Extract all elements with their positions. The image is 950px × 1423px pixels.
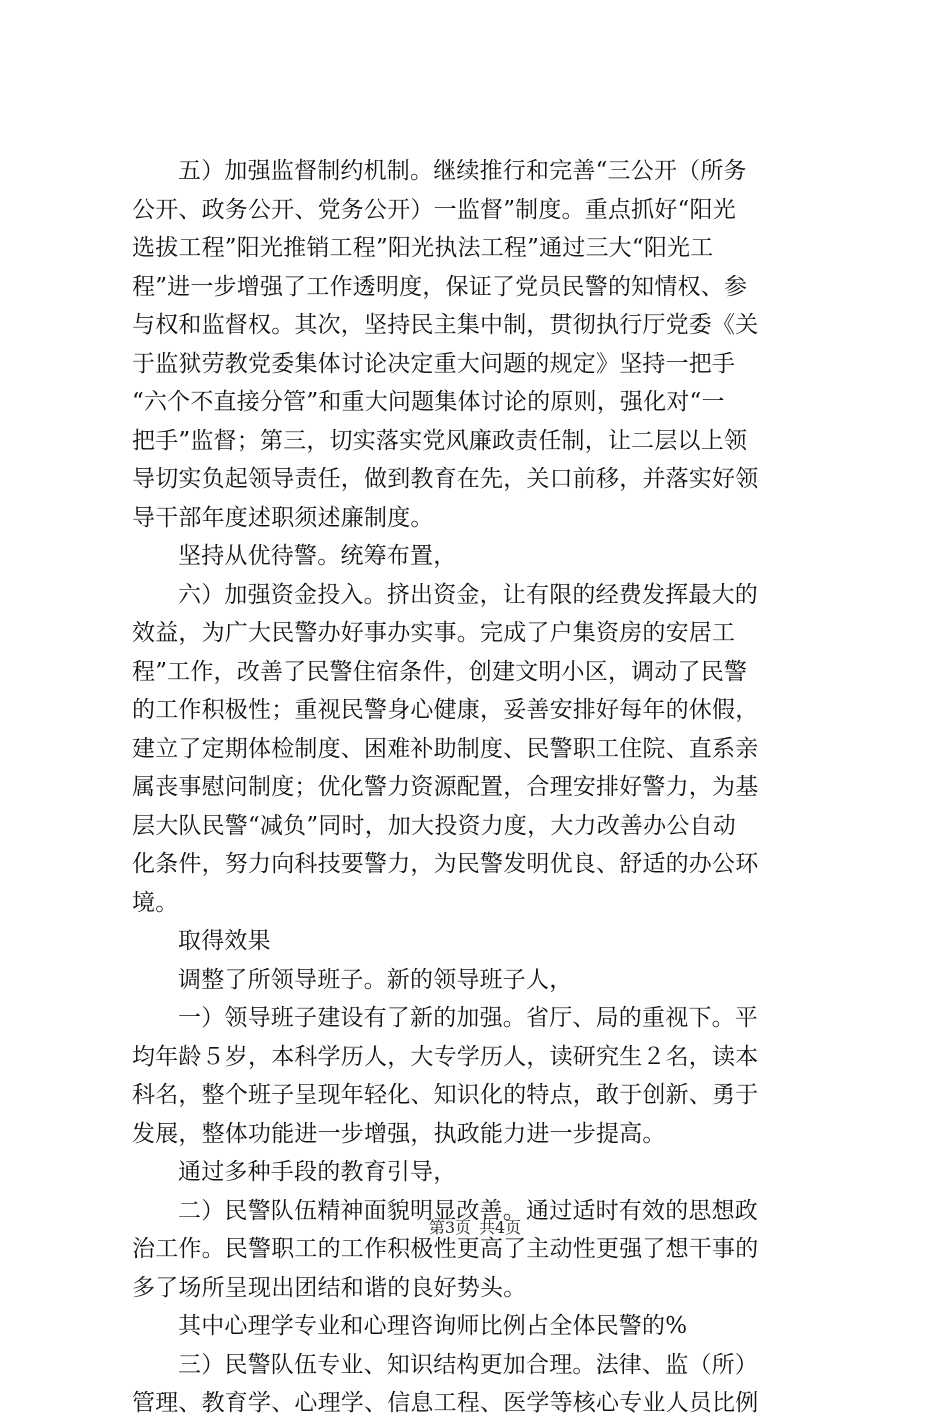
text-line: 把手”监督；第三，切实落实党风廉政责任制，让二层以上领 xyxy=(132,427,748,454)
text-line: 多了场所呈现出团结和谐的良好势头。 xyxy=(132,1274,527,1301)
text-line: 治工作。民警职工的工作积极性更高了主动性更强了想干事的 xyxy=(132,1236,759,1262)
text-line: 均年龄５岁，本科学历人，大专学历人，读研究生２名，读本 xyxy=(132,1043,759,1070)
text-line: “六个不直接分管”和重大问题集体讨论的原则，强化对“一 xyxy=(132,389,725,415)
text-line: 取得效果 xyxy=(178,928,271,954)
text-line: 科名，整个班子呈现年轻化、知识化的特点，敢于创新、勇于 xyxy=(132,1082,759,1108)
text-line: 层大队民警“减负”同时，加大投资力度，大力改善办公自动 xyxy=(132,812,736,839)
page-footer xyxy=(0,1218,950,1238)
text-line: 通过多种手段的教育引导， xyxy=(178,1159,457,1185)
text-line: 效益，为广大民警办好事办实事。完成了户集资房的安居工 xyxy=(132,620,736,646)
text-line: 三）民警队伍专业、知识结构更加合理。法律、监（所） xyxy=(178,1351,758,1378)
text-line: 的工作积极性；重视民警身心健康，妥善安排好每年的休假， xyxy=(132,697,759,723)
text-line: 建立了定期体检制度、困难补助制度、民警职工住院、直系亲 xyxy=(132,735,759,762)
text-line: 管理、教育学、心理学、信息工程、医学等核心专业人员比例 xyxy=(132,1390,759,1416)
text-line: 导切实负起领导责任，做到教育在先，关口前移，并落实好领 xyxy=(132,466,759,492)
text-line: 五）加强监督制约机制。继续推行和完善“三公开（所务 xyxy=(178,158,747,184)
text-line: 境。 xyxy=(132,889,179,916)
text-line: 程”进一步增强了工作透明度，保证了党员民警的知情权、参 xyxy=(132,273,748,300)
text-line: 发展，整体功能进一步增强，执政能力进一步提高。 xyxy=(132,1120,666,1147)
text-line: 导干部年度述职须述廉制度。 xyxy=(132,504,434,531)
page-total: 共4页 xyxy=(479,1218,522,1237)
text-line: 与权和监督权。其次，坚持民主集中制，贯彻执行厅党委《关 xyxy=(132,312,759,338)
page-number: 第3页 xyxy=(428,1218,471,1237)
text-line: 一）领导班子建设有了新的加强。省厅、局的重视下。平 xyxy=(178,1005,758,1031)
text-line: 化条件，努力向科技要警力，为民警发明优良、舒适的办公环 xyxy=(132,851,759,877)
text-line: 二）民警队伍精神面貌明显改善。通过适时有效的思想政 xyxy=(178,1197,758,1224)
text-line: 其中心理学专业和心理咨询师比例占全体民警的% xyxy=(178,1313,688,1339)
text-line: 程”工作，改善了民警住宿条件，创建文明小区，调动了民警 xyxy=(132,658,748,685)
text-line: 选拔工程”阳光推销工程”阳光执法工程”通过三大“阳光工 xyxy=(132,235,714,261)
text-line: 于监狱劳教党委集体讨论决定重大问题的规定》坚持一把手 xyxy=(132,350,736,377)
text-line: 坚持从优待警。统筹布置， xyxy=(178,543,457,569)
text-line: 调整了所领导班子。新的领导班子人， xyxy=(178,966,573,993)
text-line: 六）加强资金投入。挤出资金，让有限的经费发挥最大的 xyxy=(178,581,758,608)
text-line: 公开、政务公开、党务公开）一监督”制度。重点抓好“阳光 xyxy=(132,196,736,223)
text-line: 属丧事慰问制度；优化警力资源配置，合理安排好警力，为基 xyxy=(132,774,759,800)
